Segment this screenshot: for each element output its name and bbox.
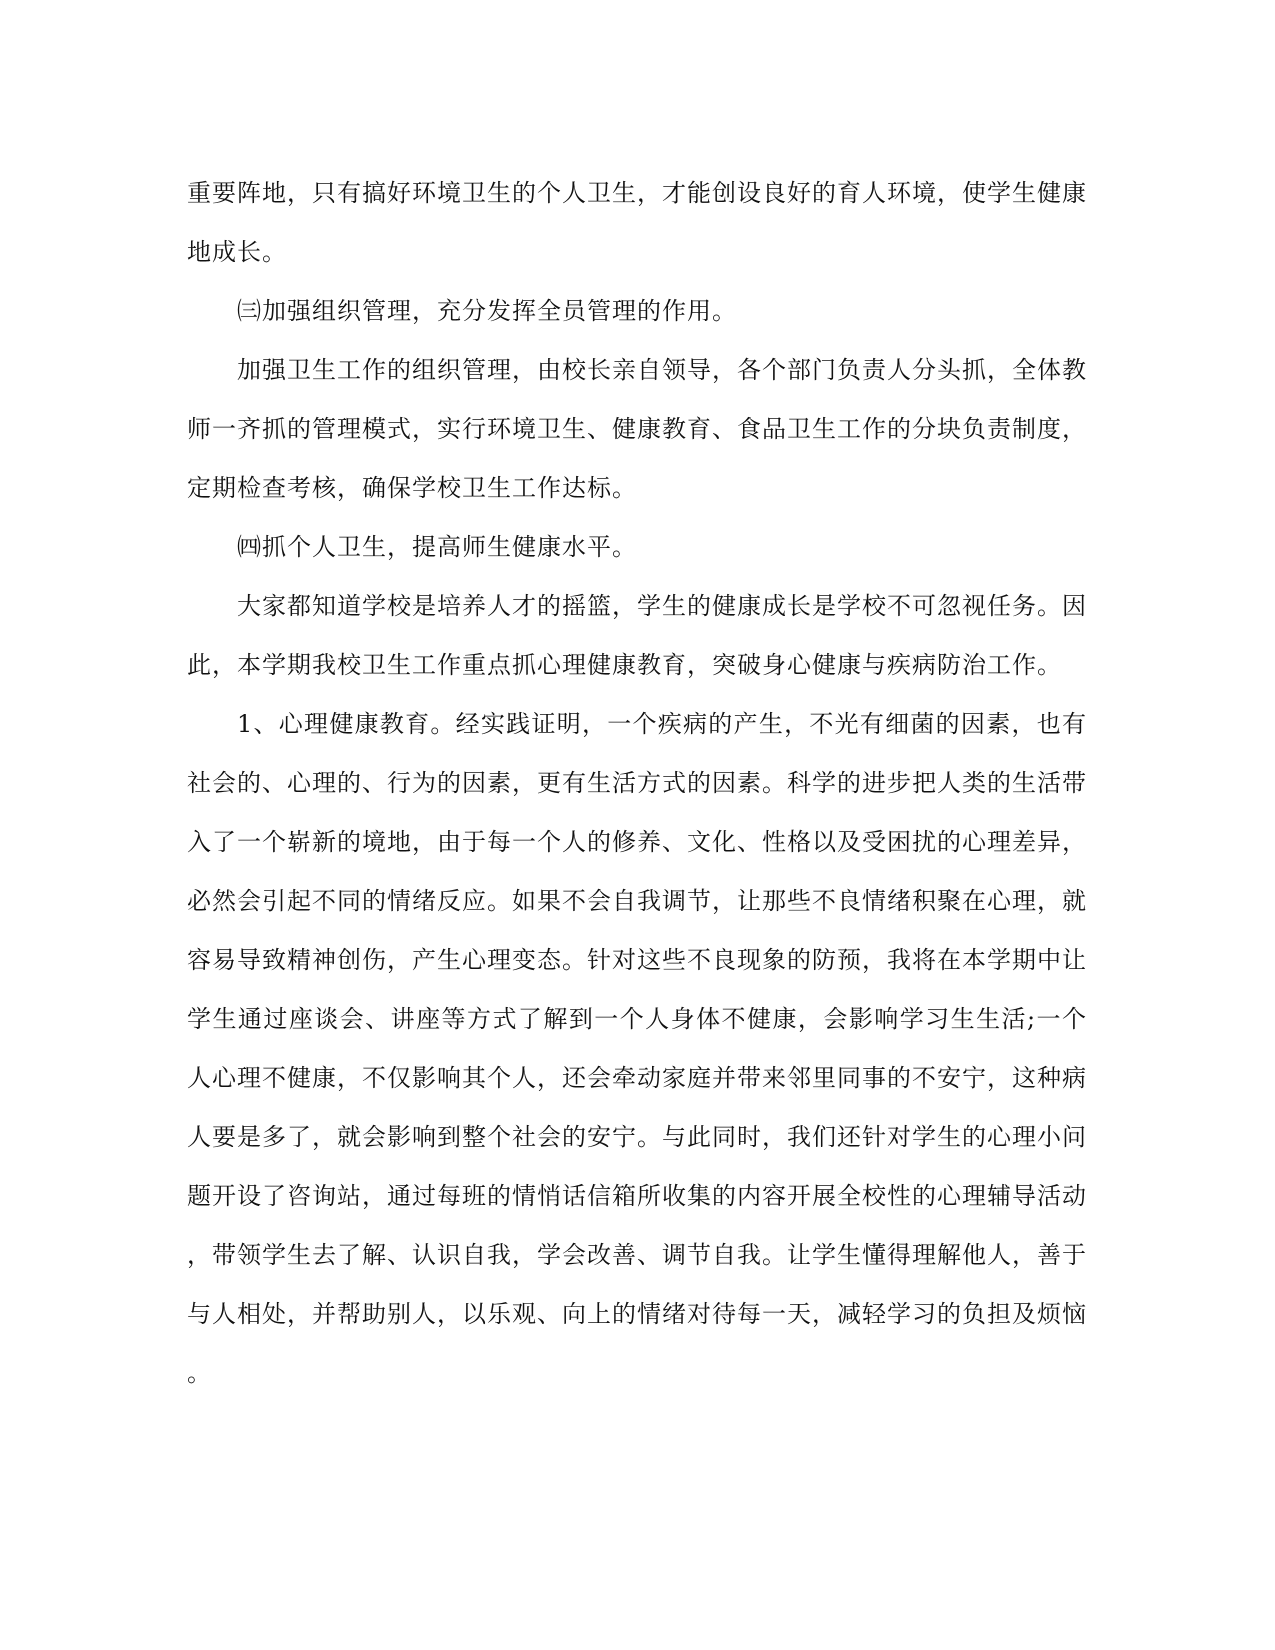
text-line: 重要阵地，只有搞好环境卫生的个人卫生，才能创设良好的育人环境，使学生健康 bbox=[187, 179, 1087, 207]
text-line: 加强卫生工作的组织管理，由校长亲自领导，各个部门负责人分头抓，全体教 bbox=[237, 356, 1087, 384]
text-line: 与人相处，并帮助别人，以乐观、向上的情绪对待每一天，减轻学习的负担及烦恼 bbox=[187, 1300, 1087, 1328]
text-line: 大家都知道学校是培养人才的摇篮，学生的健康成长是学校不可忽视任务。因 bbox=[237, 592, 1087, 620]
text-line: 学生通过座谈会、讲座等方式了解到一个人身体不健康，会影响学习生生活;一个 bbox=[187, 1005, 1087, 1033]
text-line: 地成长。 bbox=[187, 238, 287, 266]
section-heading: ㈢加强组织管理，充分发挥全员管理的作用。 bbox=[237, 297, 737, 325]
section-heading: ㈣抓个人卫生，提高师生健康水平。 bbox=[237, 533, 637, 561]
text-line: 人心理不健康，不仅影响其个人，还会牵动家庭并带来邻里同事的不安宁，这种病 bbox=[187, 1064, 1087, 1092]
text-line: 。 bbox=[187, 1359, 212, 1387]
text-line: 师一齐抓的管理模式，实行环境卫生、健康教育、食品卫生工作的分块负责制度， bbox=[187, 415, 1087, 443]
text-line: 人要是多了，就会影响到整个社会的安宁。与此同时，我们还针对学生的心理小问 bbox=[187, 1123, 1087, 1151]
text-line: 入了一个崭新的境地，由于每一个人的修养、文化、性格以及受困扰的心理差异， bbox=[187, 828, 1087, 856]
text-line: 必然会引起不同的情绪反应。如果不会自我调节，让那些不良情绪积聚在心理，就 bbox=[187, 887, 1087, 915]
body-text bbox=[187, 164, 1087, 1403]
text-line: 此，本学期我校卫生工作重点抓心理健康教育，突破身心健康与疾病防治工作。 bbox=[187, 651, 1062, 679]
text-line: 1、心理健康教育。经实践证明，一个疾病的产生，不光有细菌的因素，也有 bbox=[237, 710, 1087, 738]
text-line: 题开设了咨询站，通过每班的情悄话信箱所收集的内容开展全校性的心理辅导活动 bbox=[187, 1182, 1087, 1210]
text-line: 社会的、心理的、行为的因素，更有生活方式的因素。科学的进步把人类的生活带 bbox=[187, 769, 1087, 797]
text-line: 定期检查考核，确保学校卫生工作达标。 bbox=[187, 474, 637, 502]
text-line: ，带领学生去了解、认识自我，学会改善、调节自我。让学生懂得理解他人，善于 bbox=[187, 1241, 1087, 1269]
text-line: 容易导致精神创伤，产生心理变态。针对这些不良现象的防预，我将在本学期中让 bbox=[187, 946, 1087, 974]
